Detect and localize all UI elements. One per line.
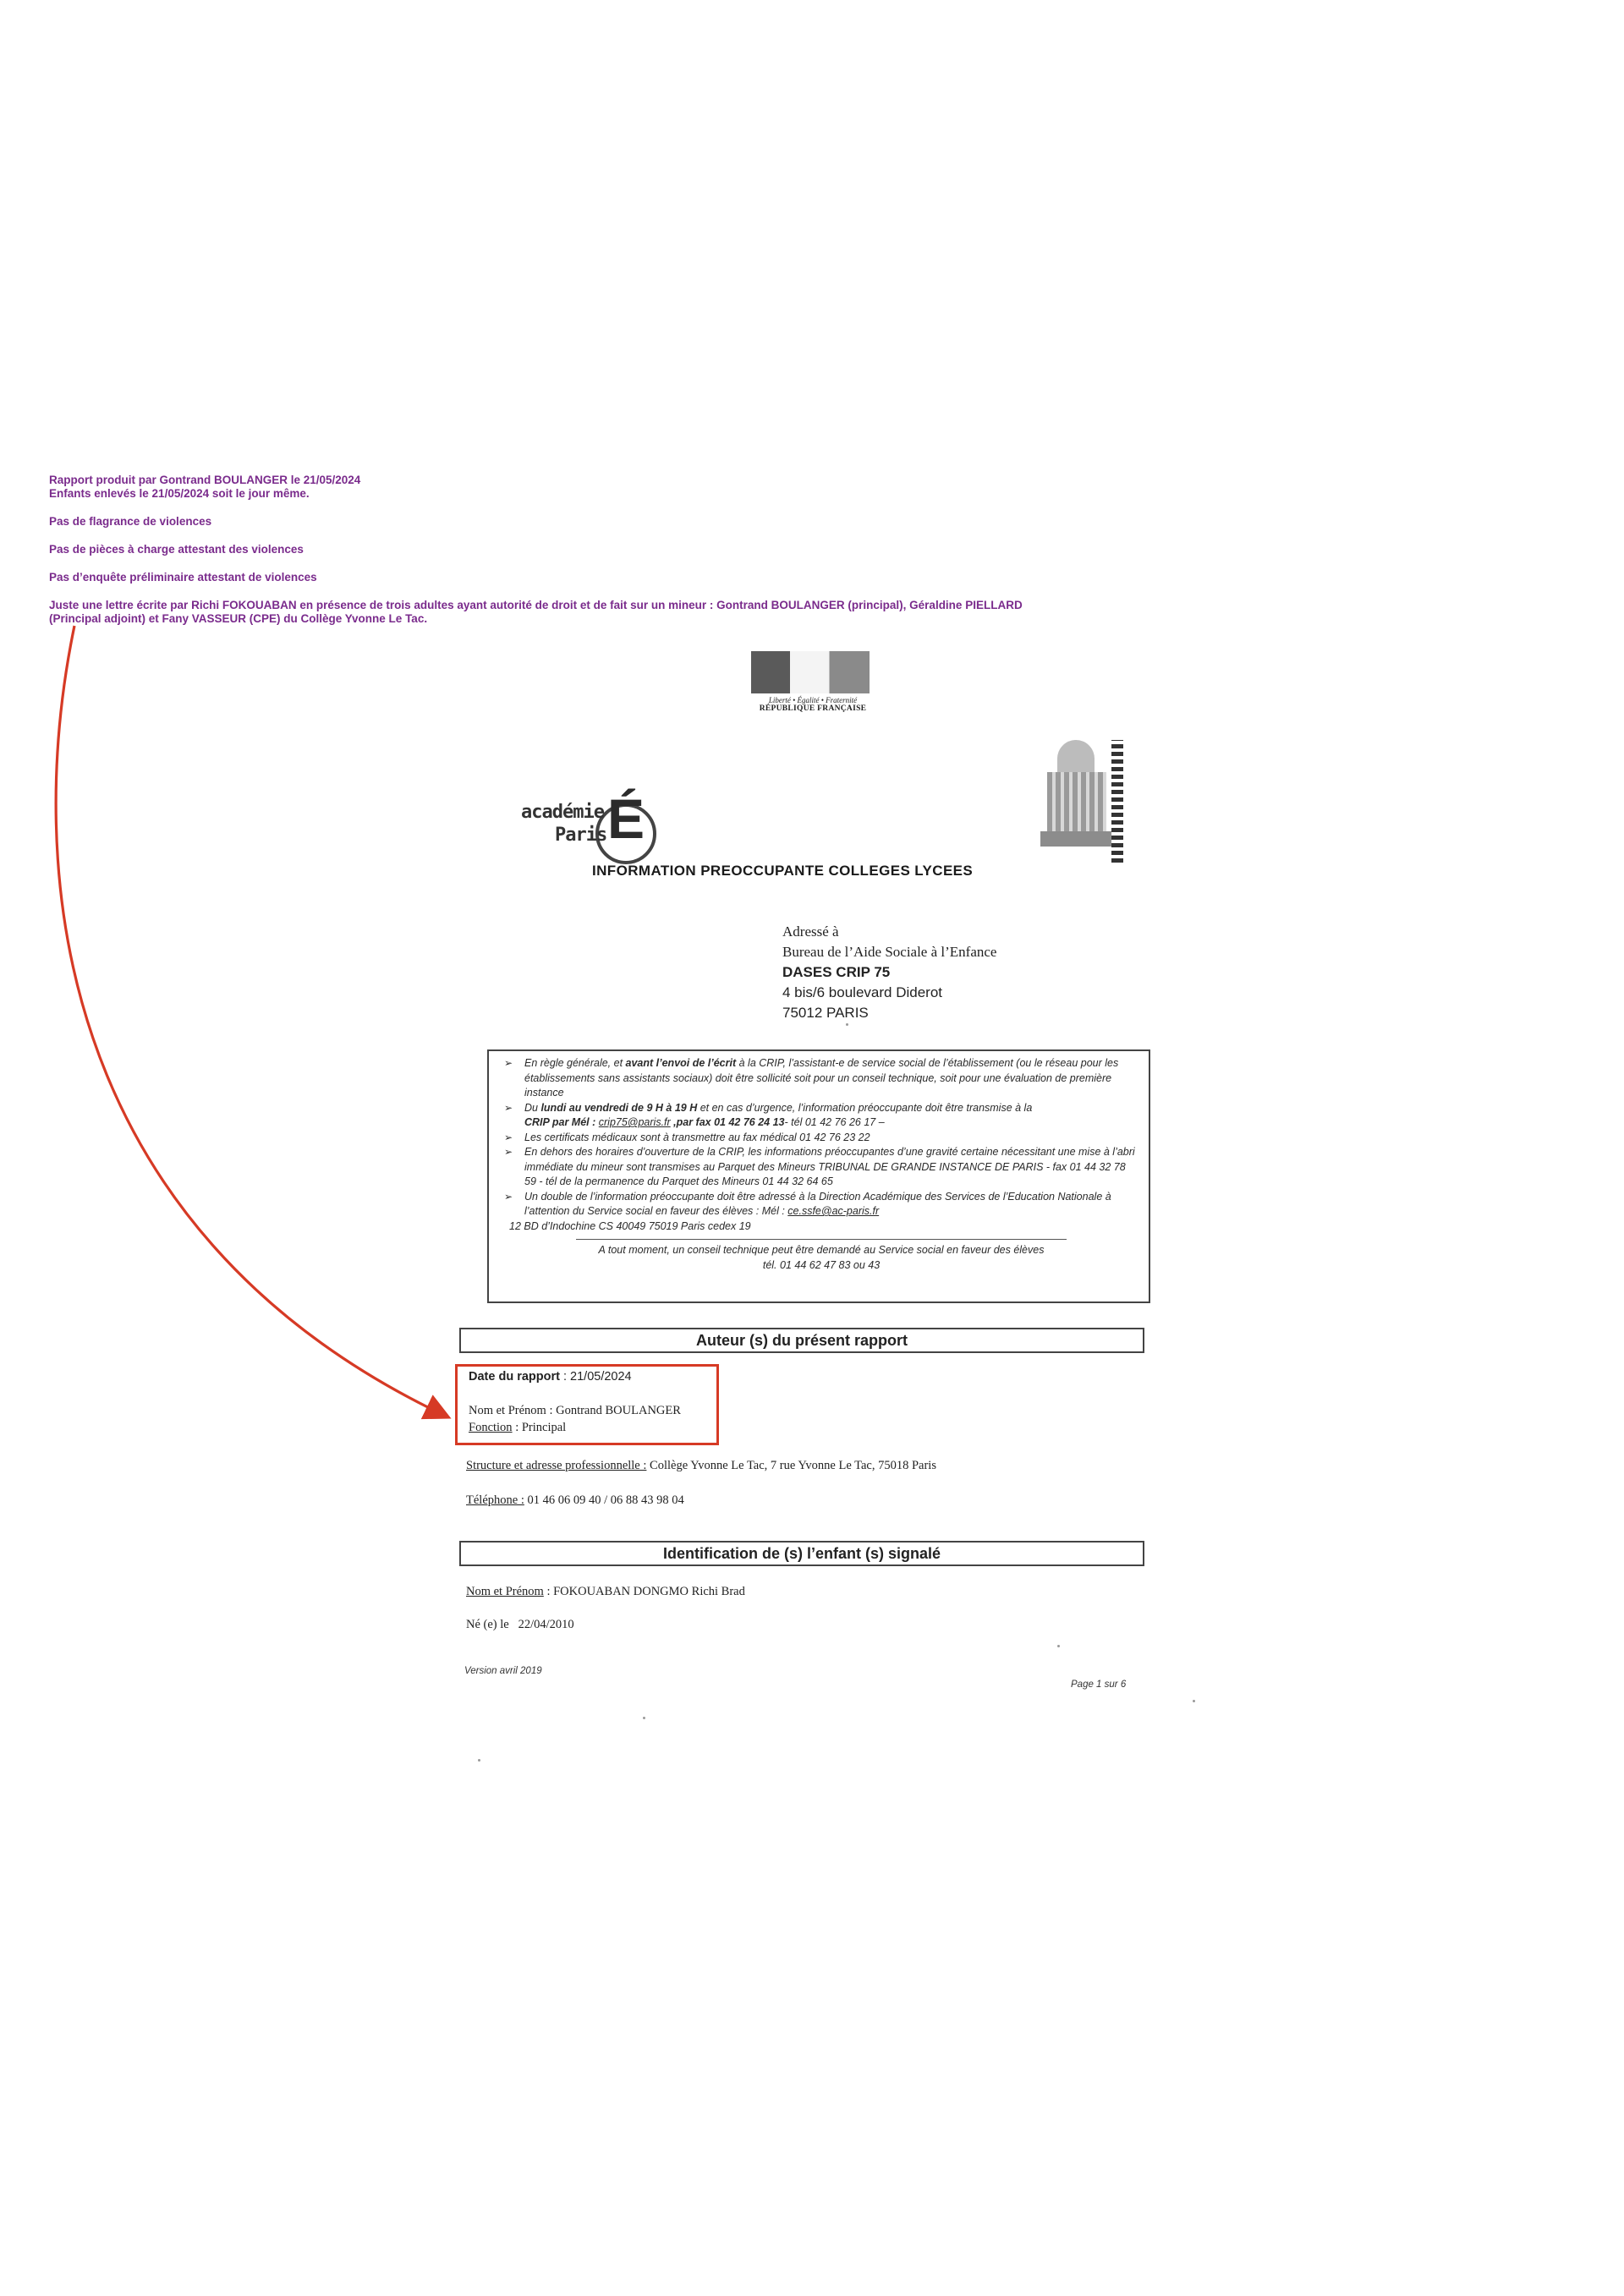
address-city: 75012 PARIS bbox=[782, 1005, 869, 1021]
ssfe-email-link[interactable]: ce.ssfe@ac-paris.fr bbox=[787, 1205, 880, 1217]
arrow-bullet-icon: ➢ bbox=[504, 1057, 513, 1069]
annotation-line: Pas d’enquête préliminaire attestant de violences bbox=[49, 571, 317, 584]
document-title: INFORMATION PREOCCUPANTE COLLEGES LYCEES bbox=[592, 863, 974, 879]
section-child-header: Identification de (s) l’enfant (s) signalé bbox=[459, 1541, 1144, 1566]
instruction-item: ➢ En dehors des horaires d’ouverture de la CRIP, les informations préoccupantes d’une gravité certaine nécessitant une mise à l’abri immédiate du mineur sont transmises au Parquet des Mineurs TRIBUNAL DE GRANDE INSTANCE DE PARIS - fax 01 44 32 78 59 - tél de la permanence du Parquet des Mineurs 01 44 32 64 65 bbox=[504, 1146, 1135, 1187]
closing-line: A tout moment, un conseil technique peut être demandé au Service social en faveur des élèves bbox=[598, 1244, 1045, 1256]
academie-word: académie bbox=[521, 802, 604, 823]
child-name-field: Nom et Prénom : FOKOUABAN DONGMO Richi Brad bbox=[466, 1585, 745, 1598]
child-birthdate-field: Né (e) le 22/04/2010 bbox=[466, 1618, 574, 1631]
instruction-item: ➢ Un double de l’information préoccupante doit être adressé à la Direction Académique des Services de l’Education Nationale à l’attention du Service social en faveur des élèves : Mél : ce.ssfe@ac-paris.fr bbox=[504, 1190, 1111, 1217]
paris-word: Paris bbox=[555, 825, 607, 846]
crip-email-link[interactable]: crip75@paris.fr bbox=[598, 1116, 671, 1128]
version-label: Version avril 2019 bbox=[464, 1666, 542, 1676]
address-to: Adressé à bbox=[782, 923, 839, 940]
report-date-field: Date du rapport : 21/05/2024 bbox=[469, 1370, 632, 1384]
address-service: DASES CRIP 75 bbox=[782, 964, 891, 980]
ssfe-address: 12 BD d’Indochine CS 40049 75019 Paris cedex 19 bbox=[509, 1219, 751, 1232]
author-name-field: Nom et Prénom : Gontrand BOULANGER bbox=[469, 1404, 681, 1417]
instruction-item: ➢ Les certificats médicaux sont à transmettre au fax médical 01 42 76 23 22 bbox=[504, 1131, 1138, 1146]
academie-letter: É bbox=[607, 787, 645, 850]
address-street: 4 bis/6 boulevard Diderot bbox=[782, 984, 943, 1000]
annotation-line: (Principal adjoint) et Fany VASSEUR (CPE) du Collège Yvonne Le Tac. bbox=[49, 612, 428, 625]
rf-motto: Liberté • Égalité • Fraternité bbox=[768, 696, 858, 704]
annotation-line: Pas de pièces à charge attestant des violences bbox=[49, 543, 304, 556]
arrow-bullet-icon: ➢ bbox=[504, 1190, 513, 1203]
page-number: Page 1 sur 6 bbox=[1071, 1680, 1127, 1690]
annotation-line: Enfants enlevés le 21/05/2024 soit le jour même. bbox=[49, 487, 310, 500]
instruction-item: ➢ Du lundi au vendredi de 9 H à 19 H et en cas d’urgence, l’information préoccupante doit être transmise à la CRIP par Mél : crip75@paris.fr ,par fax 01 42 76 24 13- tél 01 42 76 26 17 – bbox=[504, 1101, 1033, 1128]
author-function-field: Fonction : Principal bbox=[469, 1421, 567, 1434]
rf-name: RÉPUBLIQUE FRANÇAISE bbox=[759, 704, 867, 713]
structure-field: Structure et adresse professionnelle : Collège Yvonne Le Tac, 7 rue Yvonne Le Tac, 75018 Paris bbox=[466, 1459, 936, 1472]
phone-field: Téléphone : 01 46 06 09 40 / 06 88 43 98 04 bbox=[466, 1493, 684, 1507]
instruction-item: ➢ En règle générale, et avant l’envoi de l’écrit à la CRIP, l’assistant-e de service social de l’établissement (ou le réseau pour les établissements sans assistants sociaux) doit être sollicité soit pour un conseil technique, soit pour une évaluation de première instance bbox=[504, 1057, 1119, 1099]
closing-phone: tél. 01 44 62 47 83 ou 43 bbox=[762, 1258, 881, 1271]
annotation-line: Juste une lettre écrite par Richi FOKOUABAN en présence de trois adultes ayant autorité de droit et de fait sur un mineur : Gontrand BOULANGER (principal), Géraldine PIELLARD bbox=[49, 599, 1023, 611]
section-author-header: Auteur (s) du présent rapport bbox=[459, 1328, 1144, 1353]
arrow-bullet-icon: ➢ bbox=[504, 1146, 513, 1158]
arrow-bullet-icon: ➢ bbox=[504, 1131, 513, 1143]
address-office: Bureau de l’Aide Sociale à l’Enfance bbox=[782, 944, 997, 960]
annotation-line: Rapport produit par Gontrand BOULANGER le 21/05/2024 bbox=[49, 474, 361, 486]
arrow-bullet-icon: ➢ bbox=[504, 1101, 513, 1114]
annotation-line: Pas de flagrance de violences bbox=[49, 515, 212, 528]
